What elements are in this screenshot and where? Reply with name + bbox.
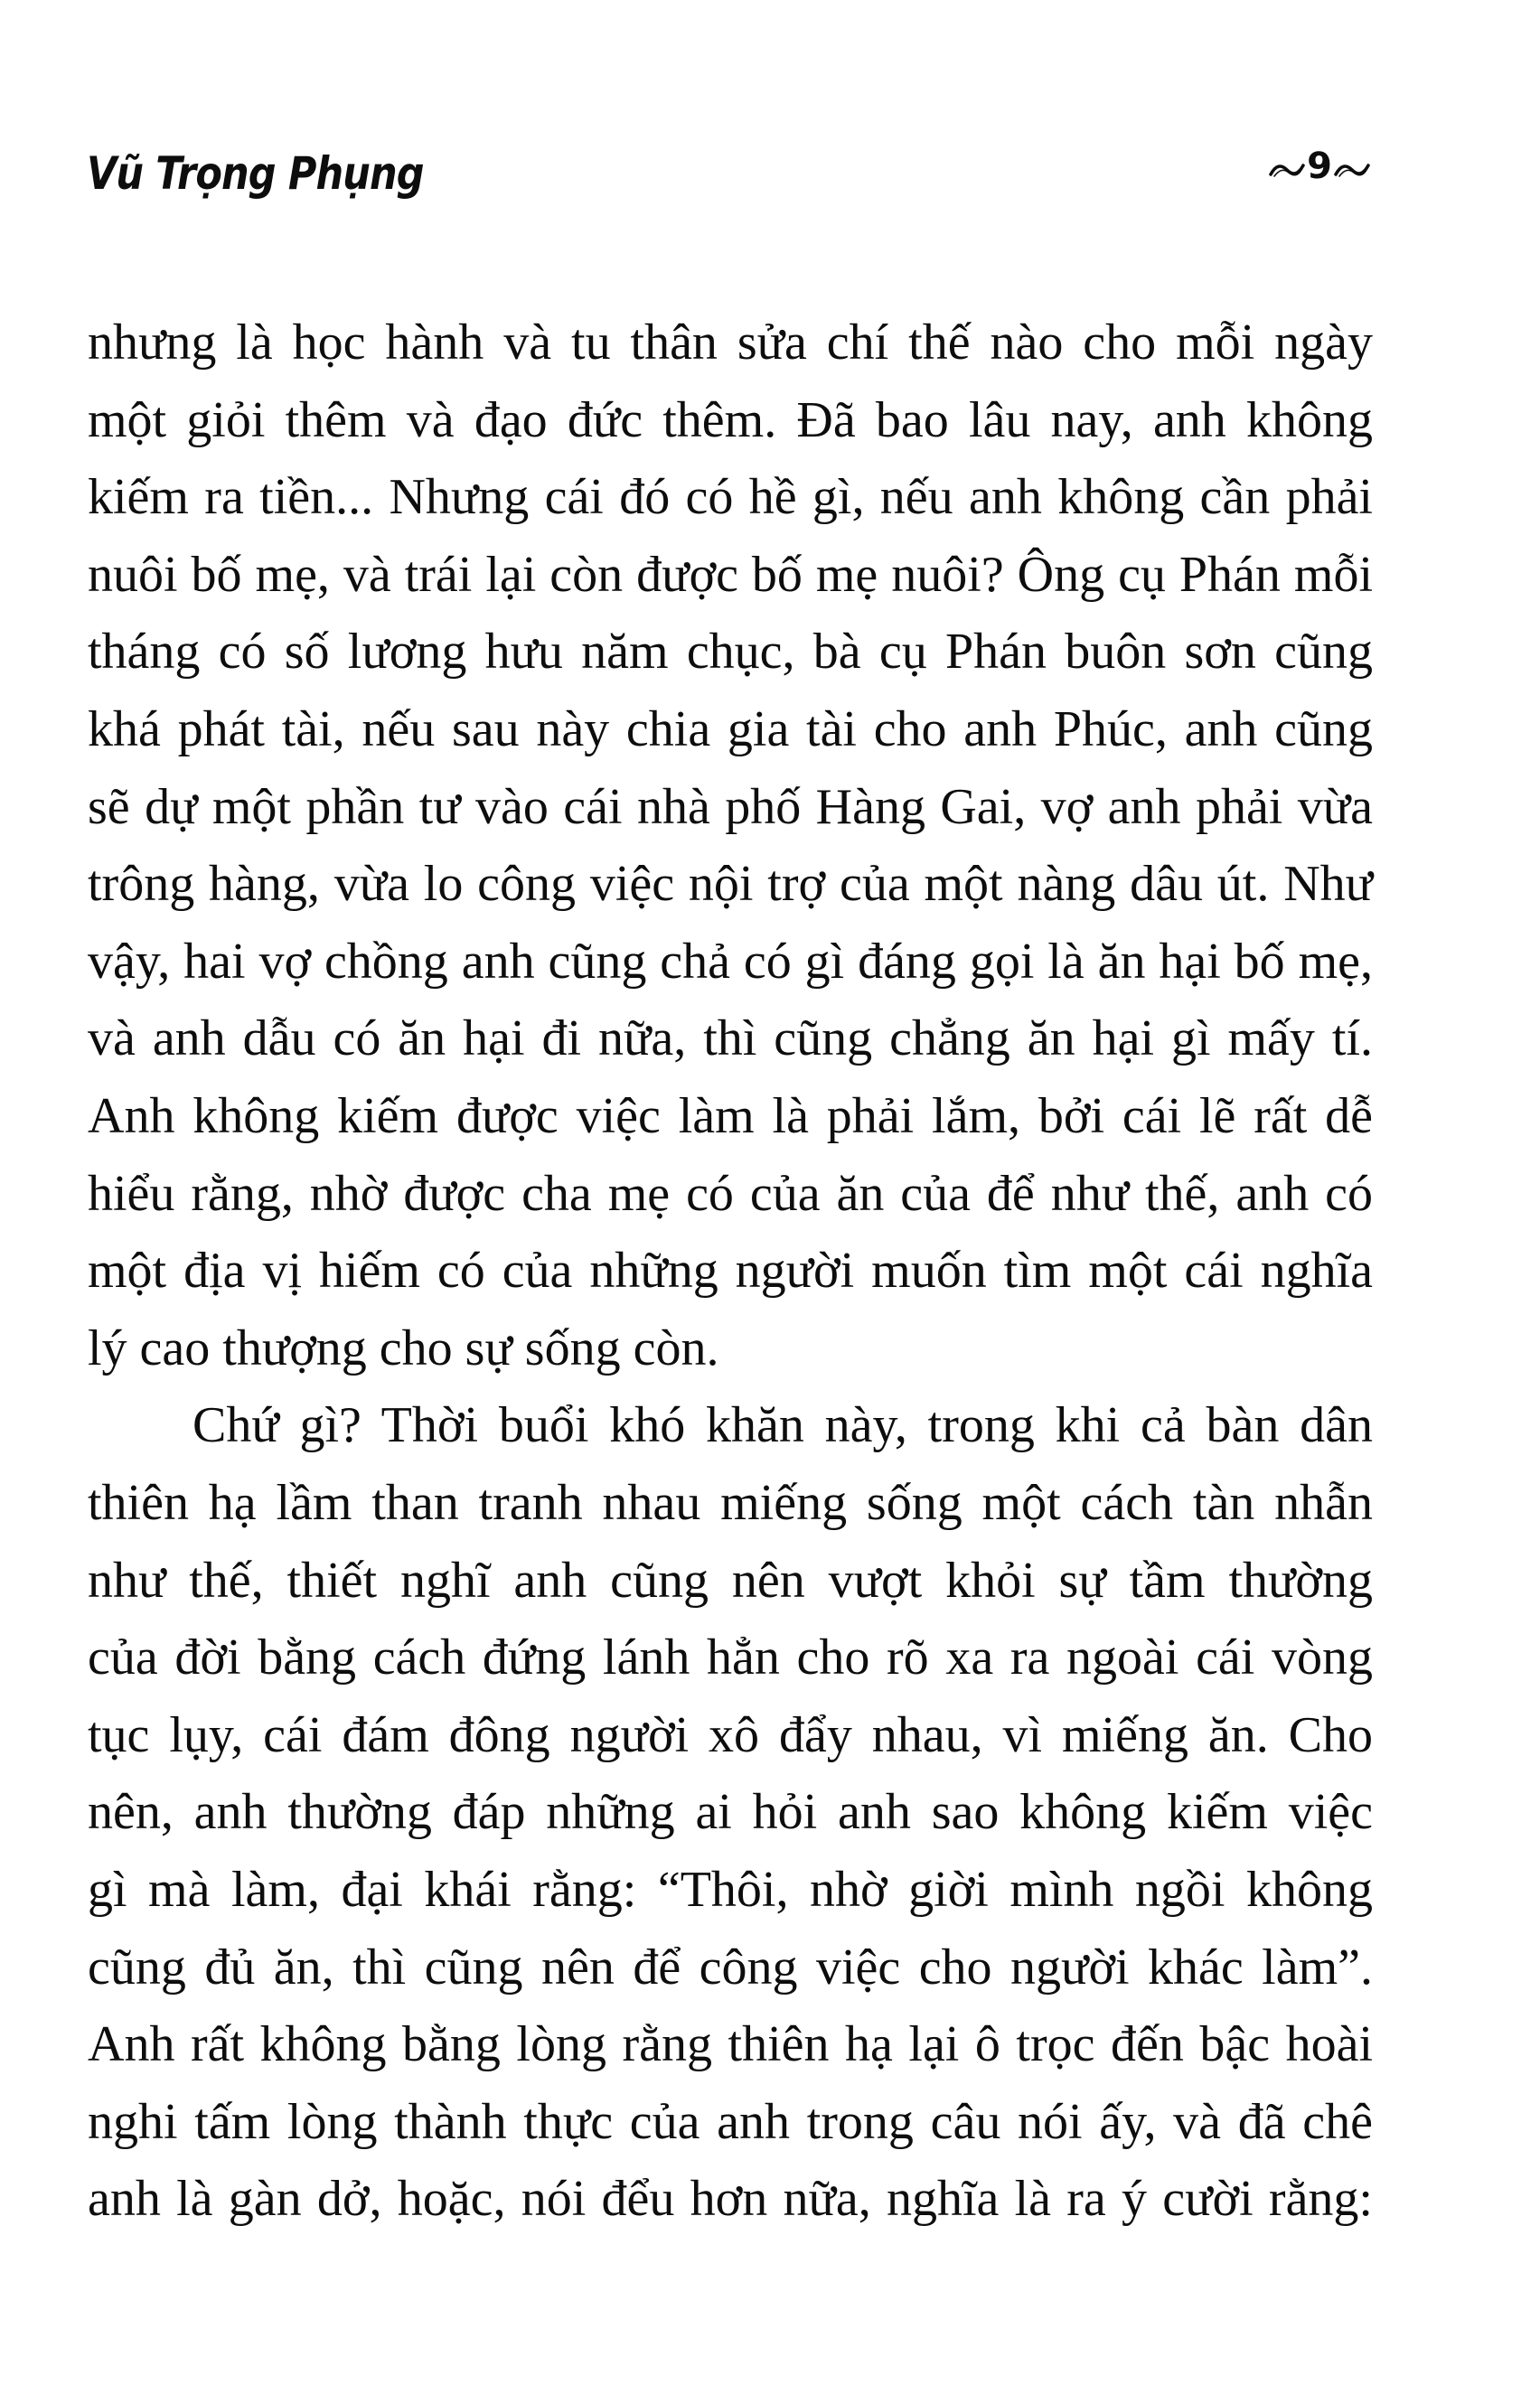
text-line: lý cao thượng cho sự sống còn.: [88, 1320, 719, 1376]
text-line: nhưng là học hành và tu thân sửa chí thế nào cho mỗi ngày: [88, 315, 1373, 371]
text-line: trông hàng, vừa lo công việc nội trợ của một nàng dâu út. Như: [88, 856, 1373, 912]
text-line: kiếm ra tiền... Nhưng cái đó có hề gì, nếu anh không cần phải: [88, 469, 1373, 525]
text-line: Anh rất không bằng lòng rằng thiên hạ lại ô trọc đến bậc hoài: [88, 2016, 1373, 2072]
text-line: nuôi bố mẹ, và trái lại còn được bố mẹ nuôi? Ông cụ Phán mỗi: [88, 547, 1373, 603]
text-line: vậy, hai vợ chồng anh cũng chả có gì đáng gọi là ăn hại bố mẹ,: [88, 934, 1373, 990]
text-line: hiểu rằng, nhờ được cha mẹ có của ăn của để như thế, anh có: [88, 1166, 1373, 1222]
swash-left-icon: [1269, 161, 1305, 179]
text-line: nên, anh thường đáp những ai hỏi anh sao không kiếm việc: [88, 1784, 1373, 1840]
text-line: sẽ dự một phần tư vào cái nhà phố Hàng Gai, vợ anh phải vừa: [88, 779, 1373, 835]
text-line: Chứ gì? Thời buổi khó khăn này, trong khi cả bàn dân: [192, 1397, 1373, 1453]
text-line: và anh dẫu có ăn hại đi nữa, thì cũng chẳng ăn hại gì mấy tí.: [88, 1010, 1373, 1066]
text-line: khá phát tài, nếu sau này chia gia tài cho anh Phúc, anh cũng: [88, 701, 1373, 757]
text-line: nghi tấm lòng thành thực của anh trong câu nói ấy, và đã chê: [88, 2094, 1373, 2150]
text-line: một giỏi thêm và đạo đức thêm. Đã bao lâu nay, anh không: [88, 392, 1373, 448]
text-line: tục lụy, cái đám đông người xô đẩy nhau, vì miếng ăn. Cho: [88, 1707, 1373, 1763]
text-line: một địa vị hiếm có của những người muốn tìm một cái nghĩa: [88, 1243, 1373, 1299]
page-number: [1269, 146, 1370, 186]
swash-right-icon: [1334, 161, 1370, 179]
header-author: Vũ Trọng Phụng: [87, 147, 424, 200]
page-number-value: 9: [1307, 146, 1332, 187]
text-line: tháng có số lương hưu năm chục, bà cụ Phán buôn sơn cũng: [88, 624, 1373, 680]
text-line: cũng đủ ăn, thì cũng nên để công việc cho người khác làm”.: [88, 1939, 1373, 1996]
text-line: gì mà làm, đại khái rằng: “Thôi, nhờ giời mình ngồi không: [88, 1862, 1373, 1918]
text-line: Anh không kiếm được việc làm là phải lắm, bởi cái lẽ rất dễ: [88, 1088, 1373, 1144]
running-header: [87, 145, 1372, 208]
text-line: thiên hạ lầm than tranh nhau miếng sống một cách tàn nhẫn: [88, 1475, 1373, 1531]
text-line: như thế, thiết nghĩ anh cũng nên vượt khỏi sự tầm thường: [88, 1553, 1373, 1609]
text-line: của đời bằng cách đứng lánh hẳn cho rõ xa ra ngoài cái vòng: [88, 1629, 1373, 1686]
text-line: anh là gàn dở, hoặc, nói đểu hơn nữa, nghĩa là ra ý cười rằng:: [88, 2171, 1373, 2227]
